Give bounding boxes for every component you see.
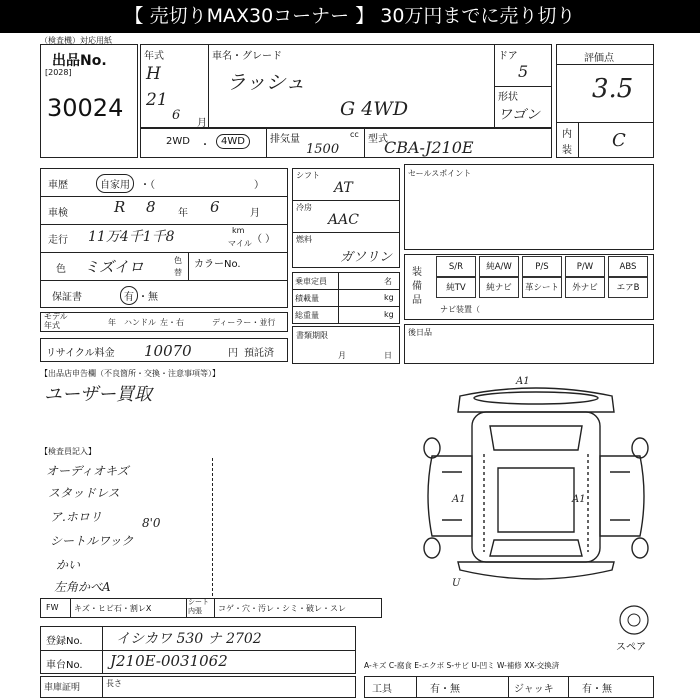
garage-length-label: 長さ: [106, 679, 122, 688]
spare-tire-icon: [618, 604, 650, 636]
jack-value: 有・無: [582, 684, 612, 695]
type-label: 型式: [368, 134, 388, 145]
score-value: 3.5: [592, 74, 634, 104]
drive-2wd: 2WD: [166, 136, 190, 147]
recycle-status: 預託済: [244, 348, 274, 359]
model-year-label-1: モデル: [44, 312, 68, 321]
door-label: ドア: [498, 51, 518, 62]
seat-label-2: 内張: [188, 607, 202, 615]
damage-mark-rear: U: [452, 578, 461, 589]
dealer-label: ディーラー・並行: [212, 318, 276, 327]
color-value: ミズイロ: [84, 258, 144, 276]
equipment-item: エアB: [608, 277, 648, 298]
inspector-label: 【検査員記入】: [40, 447, 96, 456]
damage-mark-right: A1: [572, 494, 586, 505]
mileage-mile: マイル: [228, 239, 252, 248]
garage-cert-label: 車庫証明: [44, 683, 81, 693]
equipment-item: 純A/W: [479, 256, 519, 277]
inspector-line-2: スタッドレス: [48, 486, 120, 500]
handle-label: ハンドル: [124, 318, 156, 327]
equipment-item: 純TV: [436, 277, 476, 298]
damage-legend: A-キズ C-腐食 E-エクボ S-サビ U-凹ミ W-補修 XX-交換済: [364, 661, 560, 670]
garage-cert-row: [40, 676, 356, 698]
lot-label: 出品No.: [52, 53, 107, 69]
post-date-label: 後日品: [408, 328, 432, 337]
equipment-label: 装備品: [412, 267, 422, 306]
model-name: ラッシュ: [226, 70, 306, 94]
post-date-box: [404, 324, 654, 364]
inspection-label: 車検: [48, 208, 68, 219]
equipment-item: 純ナビ: [479, 277, 519, 298]
handle-lr: 左・右: [160, 318, 184, 327]
load-unit: kg: [384, 293, 394, 302]
recycle-label: リサイクル料金: [46, 348, 115, 359]
year-era: H: [146, 64, 161, 84]
spare-label: スペア: [616, 642, 646, 653]
inspection-era: R: [114, 198, 126, 216]
warranty-no: ・無: [138, 292, 158, 303]
interior-damage-items: コゲ・穴・汚レ・シミ・破レ・スレ: [218, 604, 346, 613]
damage-mark-left: A1: [452, 494, 466, 505]
docs-label: 書類期限: [296, 331, 328, 340]
inspection-month-unit: 月: [250, 208, 260, 219]
warranty-yes-circled: 有: [120, 286, 138, 305]
mileage-value: 11万4千1千8: [88, 229, 175, 245]
jack-label: ジャッキ: [514, 684, 554, 695]
mileage-km: km: [232, 226, 245, 235]
shape-value: ワゴン: [498, 107, 540, 123]
equipment-item: P/S: [522, 256, 562, 277]
tools-label: 工具: [372, 684, 392, 695]
interior-value: C: [612, 130, 626, 151]
door-value: 5: [518, 62, 529, 81]
ac-value: AAC: [328, 212, 359, 228]
docs-day: 日: [384, 351, 392, 360]
recycle-value: 10070: [144, 342, 192, 360]
equipment-item: S/R: [436, 256, 476, 277]
lot-bracket: [2028]: [45, 68, 72, 77]
inspector-line-4: シートルワック: [50, 534, 134, 548]
history-rest: ・（: [140, 180, 155, 191]
sheet-header: （検査機）対応用紙: [40, 36, 112, 45]
color-label: 色: [56, 264, 66, 275]
inspector-line-5: かい: [56, 558, 81, 572]
navi-label: ナビ装置（: [440, 305, 480, 314]
drive-dot: ・: [200, 140, 210, 151]
recycle-unit: 円: [228, 348, 238, 359]
type-value: CBA-J210E: [384, 138, 474, 157]
weight-label: 総重量: [295, 311, 319, 320]
color-no-label: カラーNo.: [194, 259, 241, 270]
interior-label-2: 装: [562, 145, 572, 156]
damage-mark-front: A1: [516, 376, 530, 387]
tools-value: 有・無: [430, 684, 460, 695]
history-close: ）: [254, 180, 264, 191]
inspection-year: 8: [146, 198, 156, 216]
color-change-1: 色: [174, 256, 182, 265]
inspection-year-unit: 年: [178, 208, 188, 219]
shift-value: AT: [334, 180, 353, 196]
interior-label-1: 内: [562, 129, 572, 140]
seller-notes-value: ユーザー買取: [44, 384, 152, 405]
chassis-value: J210E-0031062: [110, 652, 228, 670]
sales-point-label: セールスポイント: [408, 169, 472, 178]
year-value: 21: [146, 90, 168, 110]
lot-number: 30024: [47, 94, 124, 122]
seller-notes-label: 【出品店申告欄（不良箇所・交換・注意事項等）】: [40, 369, 220, 378]
shift-label: シフト: [296, 171, 320, 180]
equipment-item: ABS: [608, 256, 648, 277]
fw-items: キズ・ヒビ石・割レX: [74, 604, 152, 613]
fuel-label: 燃料: [296, 235, 312, 244]
model-label: 車名・グレード: [212, 51, 282, 62]
year-month: 6: [172, 108, 181, 123]
score-label: 評価点: [584, 53, 614, 64]
model-year-label-2: 年式: [44, 321, 60, 330]
displacement-value: 1500: [306, 142, 340, 157]
mileage-label: 走行: [48, 235, 68, 246]
load-label: 積載量: [295, 294, 319, 303]
warranty-label: 保証書: [52, 292, 82, 303]
equipment-item: P/W: [565, 256, 605, 277]
registration-label: 登録No.: [46, 636, 83, 647]
year-month-unit: 月: [197, 118, 207, 129]
seat-label-1: シート: [188, 598, 209, 606]
color-change-2: 替: [174, 268, 182, 277]
model-grade: G 4WD: [340, 98, 409, 120]
inspector-note: 8'0: [142, 516, 161, 530]
inspector-line-1: オーディオキズ: [46, 464, 129, 478]
inspection-month: 6: [210, 198, 220, 216]
drive-4wd-circled: 4WD: [216, 134, 250, 149]
displacement-unit: cc: [350, 130, 359, 139]
equipment-item: 外ナビ: [565, 277, 605, 298]
capacity-label: 乗車定員: [295, 277, 327, 286]
history-label: 車歴: [48, 180, 68, 191]
registration-value: イシカワ 530 ナ 2702: [116, 631, 262, 647]
chassis-label: 車台No.: [46, 660, 83, 671]
capacity-unit: 名: [384, 277, 392, 286]
inspector-line-6: 左角かべA: [54, 580, 111, 594]
model-year-unit: 年: [108, 318, 116, 327]
fw-label: FW: [46, 603, 59, 612]
auction-banner: 【 売切りMAX30コーナー 】 30万円までに売り切り: [0, 0, 700, 33]
fuel-value: ガソリン: [340, 250, 393, 265]
shape-label: 形状: [498, 92, 518, 103]
weight-unit: kg: [384, 310, 394, 319]
equipment-item: 革シート: [522, 277, 562, 298]
ac-label: 冷房: [296, 203, 312, 212]
docs-month: 月: [338, 351, 346, 360]
displacement-label: 排気量: [270, 134, 300, 145]
inspector-line-3: ア.ホロリ: [50, 510, 102, 524]
car-damage-diagram: [418, 372, 654, 602]
history-value-circled: 自家用: [96, 174, 134, 193]
year-label: 年式: [144, 51, 164, 62]
mileage-paren: （ ）: [252, 234, 276, 245]
